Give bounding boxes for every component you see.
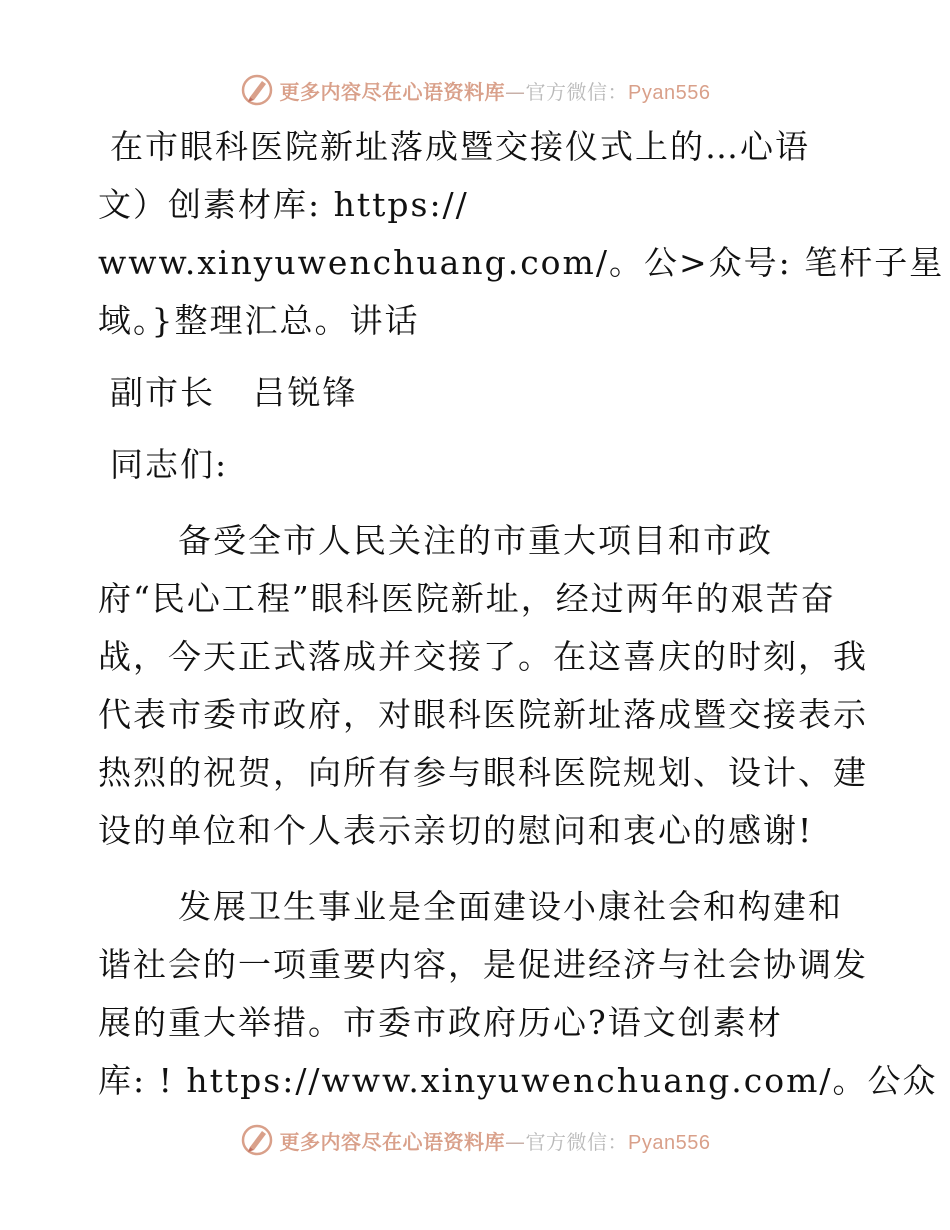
footer-watermark <box>0 1120 950 1160</box>
watermark-brand: 更多内容尽在心语资料库 <box>279 1129 506 1154</box>
watermark-dash: — <box>505 79 526 104</box>
heading-line: 域。}整理汇总。讲话 <box>98 301 420 340</box>
heading-line: 文）创素材库: https:// <box>98 185 469 224</box>
paragraph-line: 战，今天正式落成并交接了。在这喜庆的时刻，我 <box>98 637 868 676</box>
heading-line: www.xinyuwenchuang.com/。公>众号: 笔杆子星 <box>98 243 945 282</box>
paragraph-line: 谐社会的一项重要内容，是促进经济与社会协调发 <box>98 945 868 984</box>
paragraph-line: 热烈的祝贺，向所有参与眼科医院规划、设计、建 <box>98 753 868 792</box>
speaker-line: 副市长 吕锐锋 <box>110 373 358 412</box>
watermark-official: 官方微信： <box>525 1129 629 1154</box>
watermark-id: Pyan556 <box>628 1131 711 1154</box>
paragraph-line: 库: ! https://www.xinyuwenchuang.com/。公众 <box>98 1061 938 1100</box>
watermark-text <box>280 76 711 105</box>
pen-logo-icon <box>240 73 274 107</box>
watermark-brand: 更多内容尽在心语资料库 <box>279 79 506 104</box>
paragraph-line: 府“民心工程”眼科医院新址，经过两年的艰苦奋 <box>98 579 836 618</box>
paragraph-line: 设的单位和个人表示亲切的慰问和衷心的感谢! <box>98 811 814 850</box>
document-body <box>98 118 945 1110</box>
watermark-id: Pyan556 <box>628 81 711 104</box>
paragraph-line: 展的重大举措。市委市政府历心?语文创素材 <box>98 1003 783 1042</box>
watermark-dash: — <box>505 1129 526 1154</box>
paragraph-line: 发展卫生事业是全面建设小康社会和构建和 <box>178 887 843 926</box>
paragraph-line: 备受全市人民关注的市重大项目和市政 <box>178 521 773 560</box>
watermark-text <box>280 1126 711 1155</box>
header-watermark <box>0 70 950 110</box>
heading-line: 在市眼科医院新址落成暨交接仪式上的…心语 <box>110 127 810 166</box>
pen-logo-icon <box>240 1123 274 1157</box>
paragraph-line: 代表市委市政府，对眼科医院新址落成暨交接表示 <box>98 695 868 734</box>
watermark-official: 官方微信： <box>525 79 629 104</box>
salutation: 同志们: <box>110 445 229 484</box>
